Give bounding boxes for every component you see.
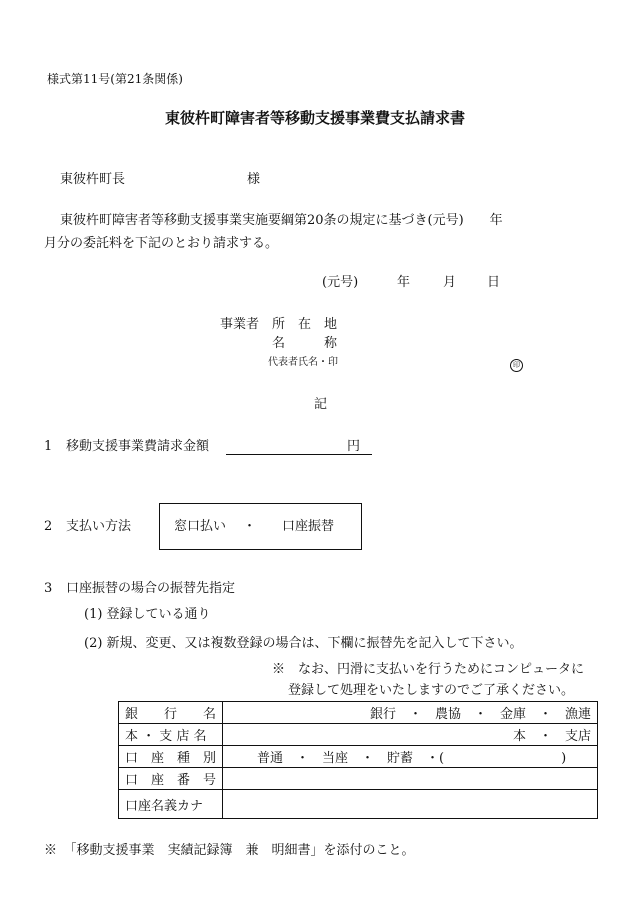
body-line-2: 月分の委託料を下記のとおり請求する。 xyxy=(44,236,279,251)
item3-label: 口座振替の場合の振替先指定 xyxy=(66,581,236,596)
item1-unit: 円 xyxy=(347,439,361,454)
date-day: 日 xyxy=(487,275,501,290)
ki-heading: 記 xyxy=(314,397,328,412)
table-row xyxy=(119,724,598,746)
payment-option-counter[interactable]: 窓口払い xyxy=(174,519,227,534)
seal-mark: 印 xyxy=(510,359,523,372)
table-row xyxy=(119,790,598,819)
date-month: 月 xyxy=(443,275,457,290)
date-era: (元号) xyxy=(322,275,359,290)
body-line-1: 東彼杵町障害者等移動支援事業実施要綱第20条の規定に基づき(元号) 年 xyxy=(60,213,503,228)
item2-number: 2 xyxy=(44,519,53,534)
payment-option-separator: ・ xyxy=(243,519,257,534)
account-holder-kana-value[interactable] xyxy=(223,790,598,819)
form-number: 様式第11号(第21条関係) xyxy=(47,72,183,86)
branch-name-value[interactable]: 本 ・ 支店 xyxy=(223,724,598,746)
item3-number: 3 xyxy=(44,581,53,596)
account-holder-kana-label: 口座名義カナ xyxy=(119,790,223,819)
addressee-honorific: 様 xyxy=(247,172,261,187)
table-row xyxy=(119,746,598,768)
page-title: 東彼杵町障害者等移動支援事業費支払請求書 xyxy=(165,109,466,127)
item3-note-line1: ※ なお、円滑に支払いを行うためにコンピュータに xyxy=(272,662,585,677)
table-row xyxy=(119,768,598,790)
bank-name-label: 銀 行 名 xyxy=(119,702,223,724)
item2-label: 支払い方法 xyxy=(66,519,132,534)
item1-number: 1 xyxy=(44,439,53,454)
date-year: 年 xyxy=(397,275,411,290)
payment-option-transfer[interactable]: 口座振替 xyxy=(282,519,335,534)
item3-sub2: (2) 新規、変更、又は複数登録の場合は、下欄に振替先を記入して下さい。 xyxy=(84,636,523,651)
account-number-value[interactable] xyxy=(223,768,598,790)
applicant-address-label: 所 在 地 xyxy=(272,317,338,332)
table-row xyxy=(119,702,598,724)
applicant-name-label: 名 称 xyxy=(272,336,338,351)
account-number-label: 口 座 番 号 xyxy=(119,768,223,790)
bank-name-value[interactable]: 銀行 ・ 農協 ・ 金庫 ・ 漁連 xyxy=(223,702,598,724)
item1-label: 移動支援事業費請求金額 xyxy=(66,439,210,454)
footer-note: ※ 「移動支援事業 実績記録簿 兼 明細書」を添付のこと。 xyxy=(44,843,415,858)
applicant-rep-label: 代表者氏名・印 xyxy=(268,357,338,368)
applicant-label: 事業者 xyxy=(220,317,260,332)
bank-account-table xyxy=(118,701,598,819)
account-type-value[interactable]: 普通 ・ 当座 ・ 貯蓄 ・( ) xyxy=(223,746,598,768)
addressee-name: 東彼杵町長 xyxy=(60,172,126,187)
account-type-label: 口 座 種 別 xyxy=(119,746,223,768)
branch-name-label: 本 ・ 支 店 名 xyxy=(119,724,223,746)
seal-icon xyxy=(510,357,523,372)
item3-note-line2: 登録して処理をいたしますのでご了承ください。 xyxy=(288,683,575,698)
item3-sub1: (1) 登録している通り xyxy=(84,607,211,622)
item1-amount-line xyxy=(226,454,372,455)
